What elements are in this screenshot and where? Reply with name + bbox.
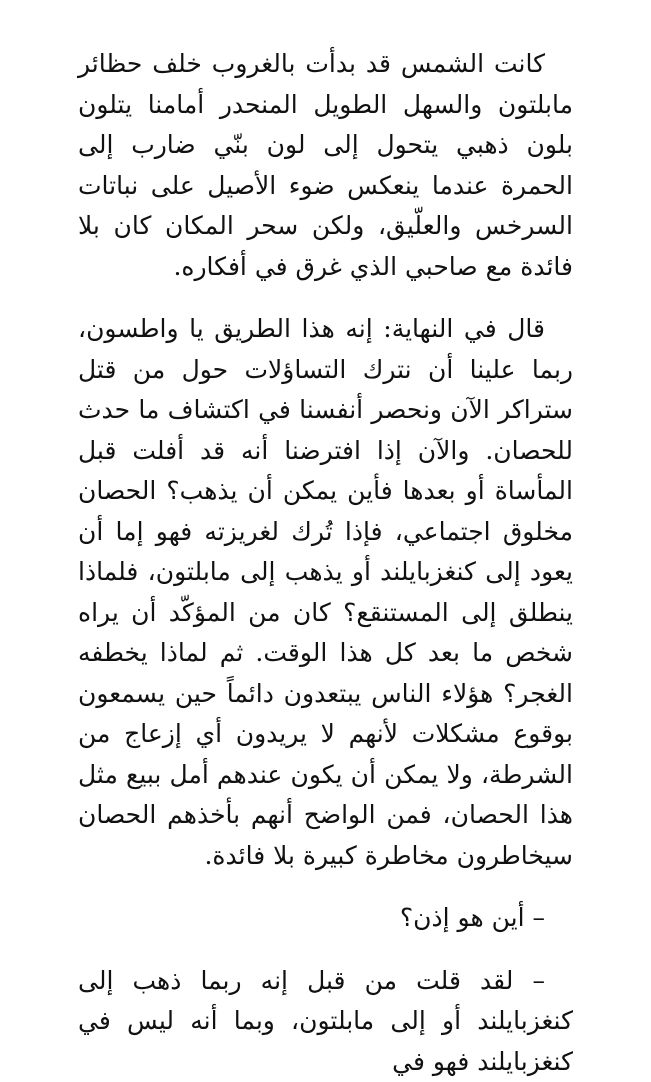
paragraph-sunset-description: كانت الشمس قد بدأت بالغروب خلف حظائر مابلتون والسهل الطويل المنحدر أمامنا يتلون بلون ذهبي يتحول إلى لون بنّي ضارب إلى الحمرة عندما ينعكس ضوء الأصيل على نباتات السرخس والعلّيق، ولكن سحر المكان كان بلا فائدة مع صاحبي الذي غرق في أفكاره. xyxy=(78,44,573,287)
paragraph-dialogue-question: – أين هو إذن؟ xyxy=(78,898,573,939)
book-page-text xyxy=(78,44,573,1082)
paragraph-dialogue-answer: – لقد قلت من قبل إنه ربما ذهب إلى كنغزبايلند أو إلى مابلتون، وبما أنه ليس في كنغزبايلند فهو في xyxy=(78,961,573,1082)
paragraph-holmes-reasoning: قال في النهاية: إنه هذا الطريق يا واطسون، ربما علينا أن نترك التساؤلات حول من قتل ستراكر الآن ونحصر أنفسنا في اكتشاف ما حدث للحصان. والآن إذا افترضنا أنه قد أفلت قبل المأساة أو بعدها فأين يمكن أن يذهب؟ الحصان مخلوق اجتماعي، فإذا تُرك لغريزته فهو إما أن يعود إلى كنغزبايلند أو يذهب إلى مابلتون، فلماذا ينطلق إلى المستنقع؟ كان من المؤكّد أن يراه شخص ما بعد كل هذا الوقت. ثم لماذا يخطفه الغجر؟ هؤلاء الناس يبتعدون دائماً حين يسمعون بوقوع مشكلات لأنهم لا يريدون أي إزعاج من الشرطة، ولا يمكن أن يكون عندهم أمل ببيع مثل هذا الحصان، فمن الواضح أنهم بأخذهم الحصان سيخاطرون مخاطرة كبيرة بلا فائدة. xyxy=(78,309,573,876)
